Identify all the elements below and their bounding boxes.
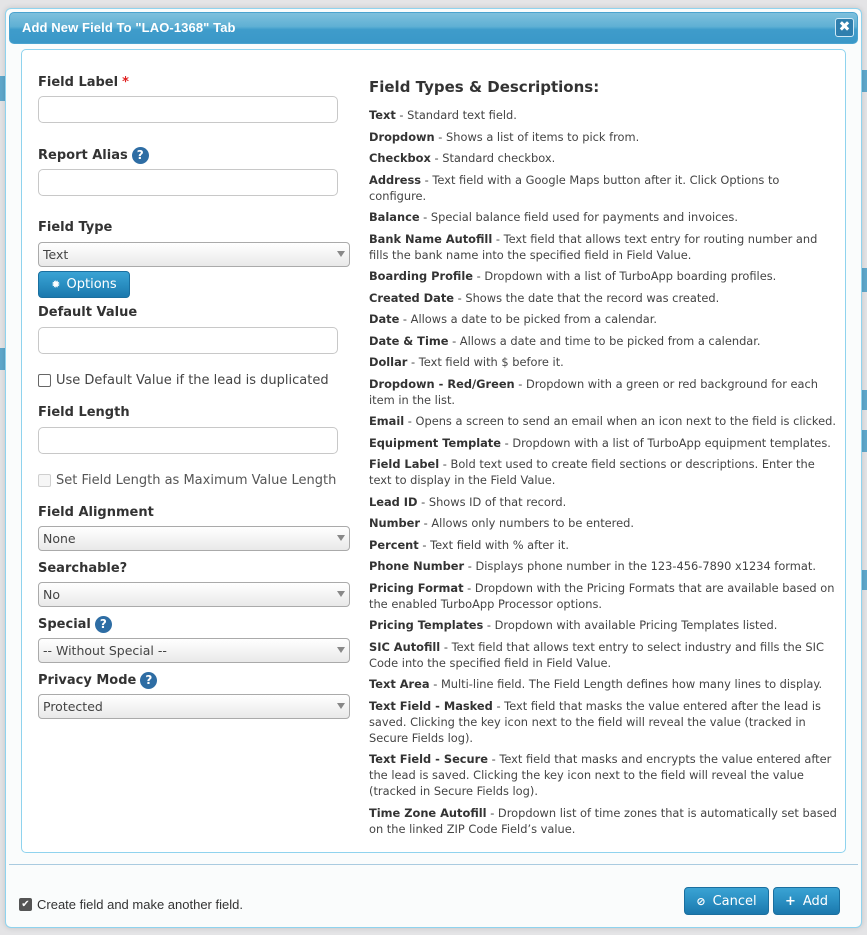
default-value-label <box>38 302 353 322</box>
field-type-name: Percent <box>369 537 419 552</box>
background-header-strip <box>862 70 867 92</box>
field-type-desc: - Multi-line field. The Field Length defines how many lines to display. <box>429 677 823 691</box>
field-type-description <box>369 107 839 123</box>
field-length-text: Field Length <box>38 404 130 420</box>
field-length-input[interactable] <box>38 427 338 454</box>
field-label-text: Field Label <box>38 74 119 90</box>
add-button[interactable] <box>773 887 840 915</box>
default-value-text: Default Value <box>38 304 138 320</box>
field-type-desc: - Special balance field used for payments and invoices. <box>419 210 738 224</box>
searchable-select[interactable] <box>38 582 350 607</box>
field-type-name: Dropdown - Red/Green <box>369 376 515 391</box>
background-header-strip <box>862 570 867 590</box>
field-type-name: SIC Autofill <box>369 639 441 654</box>
field-type-description <box>369 354 839 370</box>
privacy-mode-value: Protected <box>43 699 103 714</box>
field-type-name: Dropdown <box>369 129 435 144</box>
field-type-description <box>369 558 839 574</box>
field-type-label <box>38 217 353 237</box>
field-type-desc: - Standard text field. <box>395 108 517 122</box>
help-icon[interactable]: ? <box>132 147 149 164</box>
field-type-description <box>369 231 839 263</box>
field-type-desc: - Allows only numbers to be entered. <box>420 516 634 530</box>
chevron-down-icon <box>337 647 345 653</box>
field-type-desc: - Text field that allows text entry to select industry and fills the SIC Code into the specified field in Field Value. <box>369 639 824 670</box>
dialog-titlebar[interactable] <box>9 12 858 44</box>
create-another-checkbox[interactable]: ✔ <box>19 898 32 911</box>
field-form <box>38 72 353 719</box>
field-type-name: Balance <box>369 210 420 224</box>
options-button-label: Options <box>66 277 117 292</box>
field-type-desc: - Shows the date that the record was created. <box>454 290 720 305</box>
field-type-name: Equipment Template <box>369 435 501 450</box>
chevron-down-icon <box>337 591 345 597</box>
field-type-description <box>369 290 839 306</box>
use-default-checkbox[interactable] <box>38 374 51 387</box>
max-length-checkbox-label: Set Field Length as Maximum Value Length <box>56 473 337 488</box>
field-type-description <box>369 515 839 531</box>
chevron-down-icon <box>337 251 345 257</box>
field-type-desc: - Text field that allows text entry for routing number and fills the bank name into the specified field in Field Value. <box>369 231 818 262</box>
field-type-description <box>369 150 839 166</box>
field-type-name: Phone Number <box>369 559 465 573</box>
field-type-name: Text Area <box>369 677 430 691</box>
field-type-name: Lead ID <box>369 494 418 509</box>
field-type-value: Text <box>43 247 69 262</box>
field-type-description <box>369 751 839 799</box>
field-alignment-text: Field Alignment <box>38 504 154 520</box>
field-type-description <box>369 333 839 349</box>
field-type-name: Text <box>369 108 396 122</box>
report-alias-text: Report Alias <box>38 147 128 163</box>
field-label-label <box>38 72 353 92</box>
field-type-name: Email <box>369 414 405 428</box>
field-type-description <box>369 537 839 553</box>
field-type-description <box>369 129 839 145</box>
field-type-name: Address <box>369 172 422 187</box>
searchable-text: Searchable? <box>38 560 128 576</box>
field-type-desc: - Shows a list of items to pick from. <box>434 129 640 144</box>
field-type-description <box>369 172 839 204</box>
privacy-mode-text: Privacy Mode <box>38 672 137 688</box>
field-type-name: Field Label <box>369 457 440 471</box>
field-type-name: Date & Time <box>369 333 449 348</box>
plus-icon: + <box>784 893 796 909</box>
privacy-mode-select[interactable] <box>38 694 350 719</box>
field-type-name: Number <box>369 516 421 530</box>
field-type-desc: - Dropdown with a list of TurboApp boarding profiles. <box>472 269 777 283</box>
background-header-strip <box>862 268 867 292</box>
help-icon[interactable]: ? <box>140 672 157 689</box>
field-type-desc: - Bold text used to create field sections or descriptions. Enter the text to display in the Field Value. <box>369 457 815 487</box>
cancel-button-label: Cancel <box>712 893 757 909</box>
gear-icon: ✹ <box>51 278 61 291</box>
field-type-select[interactable] <box>38 242 350 267</box>
add-field-dialog <box>5 8 862 928</box>
field-type-text: Field Type <box>38 219 113 235</box>
field-types-list <box>369 107 839 837</box>
default-value-input[interactable] <box>38 327 338 354</box>
report-alias-label <box>38 145 353 165</box>
field-type-desc: - Opens a screen to send an email when an icon next to the field is clicked. <box>404 414 836 428</box>
special-select[interactable] <box>38 638 350 663</box>
field-type-desc: - Text field with $ before it. <box>407 355 564 369</box>
field-type-desc: - Dropdown with a green or red background for each item in the list. <box>369 376 818 407</box>
field-type-desc: - Text field with % after it. <box>418 537 569 552</box>
field-type-name: Text Field - Masked <box>369 698 493 713</box>
background-header-strip <box>862 390 867 410</box>
privacy-mode-label <box>38 670 353 690</box>
dialog-title: Add New Field To "LAO-1368" Tab <box>22 20 236 35</box>
field-label-input[interactable] <box>38 96 338 123</box>
field-length-label <box>38 402 353 422</box>
field-type-description <box>369 413 839 429</box>
use-default-checkbox-label: Use Default Value if the lead is duplicated <box>56 373 329 388</box>
field-type-description <box>369 311 839 327</box>
field-type-name: Created Date <box>369 290 454 305</box>
field-type-description <box>369 209 839 225</box>
required-marker: * <box>122 74 129 90</box>
chevron-down-icon <box>337 535 345 541</box>
field-alignment-label <box>38 502 353 522</box>
field-type-name: Bank Name Autofill <box>369 231 493 246</box>
field-type-desc: - Displays phone number in the 123-456-7890 x1234 format. <box>464 559 816 573</box>
field-type-name: Pricing Format <box>369 580 464 595</box>
field-type-desc: - Allows a date to be picked from a calendar. <box>399 312 657 326</box>
help-icon[interactable]: ? <box>95 616 112 633</box>
field-type-desc: - Dropdown list of time zones that is automatically set based on the linked ZIP Code Field’s value. <box>369 805 837 836</box>
field-type-desc: - Text field with a Google Maps button after it. Click Options to configure. <box>369 172 780 203</box>
field-type-name: Dollar <box>369 355 408 369</box>
field-alignment-value: None <box>43 531 76 546</box>
field-type-description <box>369 580 839 612</box>
close-icon: ✖ <box>838 19 851 35</box>
field-type-description <box>369 494 839 510</box>
max-length-checkbox <box>38 474 51 487</box>
field-type-desc: - Dropdown with available Pricing Templates listed. <box>483 618 778 632</box>
create-another-checkbox-row[interactable] <box>19 897 243 912</box>
options-button[interactable] <box>38 271 130 298</box>
special-label <box>38 614 353 634</box>
add-button-label: Add <box>802 893 829 909</box>
footer-divider <box>9 864 858 865</box>
field-type-name: Boarding Profile <box>369 269 473 283</box>
field-type-description <box>369 639 839 671</box>
special-text: Special <box>38 616 91 632</box>
special-value: -- Without Special -- <box>43 643 167 658</box>
field-type-description <box>369 676 839 692</box>
use-default-checkbox-row[interactable] <box>38 373 353 388</box>
field-type-desc: - Text field that masks and encrypts the value entered after the lead is saved. Clicking the key icon next to the field will reveal the value (tracked in Secure Fields log). <box>369 752 832 798</box>
close-button[interactable] <box>835 18 854 37</box>
field-types-descriptions <box>369 78 839 842</box>
field-type-description <box>369 456 839 488</box>
field-types-title: Field Types & Descriptions: <box>369 78 600 96</box>
field-type-desc: - Text field that masks the value entered after the lead is saved. Clicking the key icon next to the field will reveal the value (tracked in Secure Fields log). <box>369 698 821 745</box>
max-length-checkbox-row <box>38 473 353 488</box>
chevron-down-icon <box>337 703 345 709</box>
cancel-button[interactable] <box>684 887 769 915</box>
field-type-desc: - Standard checkbox. <box>430 151 556 165</box>
field-type-description <box>369 617 839 633</box>
searchable-label <box>38 558 353 578</box>
create-another-label: Create field and make another field. <box>37 897 243 912</box>
field-type-description <box>369 376 839 408</box>
field-type-name: Checkbox <box>369 151 431 165</box>
field-alignment-select[interactable] <box>38 526 350 551</box>
field-type-description <box>369 698 839 746</box>
field-type-description <box>369 268 839 284</box>
field-type-name: Date <box>369 312 400 326</box>
ban-icon: ⊘ <box>696 894 706 908</box>
searchable-value: No <box>43 587 60 602</box>
field-type-name: Text Field - Secure <box>369 752 488 766</box>
field-type-name: Pricing Templates <box>369 618 484 632</box>
field-type-description <box>369 435 839 451</box>
field-type-desc: - Dropdown with a list of TurboApp equipment templates. <box>500 435 831 450</box>
field-type-name: Time Zone Autofill <box>369 805 487 820</box>
dialog-content <box>21 49 846 853</box>
field-type-desc: - Shows ID of that record. <box>417 494 567 509</box>
report-alias-input[interactable] <box>38 169 338 196</box>
field-type-desc: - Dropdown with the Pricing Formats that are available based on the enabled TurboApp Processor options. <box>369 580 835 611</box>
field-type-description <box>369 805 839 837</box>
background-header-strip <box>862 430 867 452</box>
field-type-desc: - Allows a date and time to be picked from a calendar. <box>448 333 761 348</box>
